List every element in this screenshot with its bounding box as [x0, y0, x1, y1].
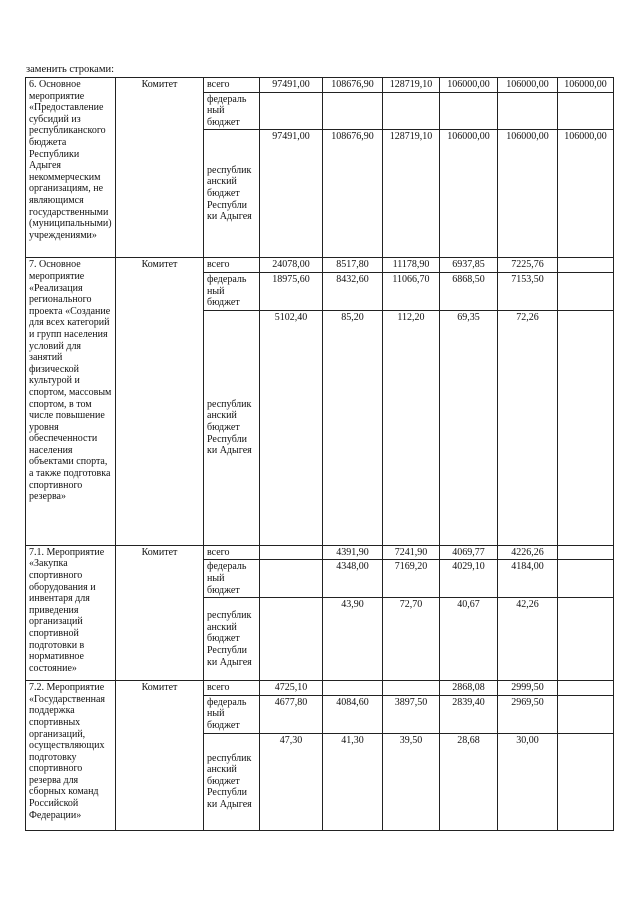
- amount-cell: 6868,50: [440, 272, 498, 310]
- amount-cell: [260, 92, 323, 130]
- amount-cell: 4069,77: [440, 545, 498, 560]
- amount-cell: 97491,00: [260, 130, 323, 258]
- amount-cell: 72,70: [383, 598, 440, 681]
- amount-cell: [558, 681, 614, 696]
- amount-cell: 2839,40: [440, 695, 498, 733]
- amount-cell: 85,20: [323, 310, 383, 545]
- amount-cell: 106000,00: [440, 78, 498, 93]
- amount-cell: 2999,50: [498, 681, 558, 696]
- amount-cell: 8432,60: [323, 272, 383, 310]
- amount-cell: 40,67: [440, 598, 498, 681]
- amount-cell: 7169,20: [383, 560, 440, 598]
- amount-cell: 4348,00: [323, 560, 383, 598]
- amount-cell: 6937,85: [440, 258, 498, 273]
- amount-cell: [260, 560, 323, 598]
- amount-cell: 112,20: [383, 310, 440, 545]
- amount-cell: 3897,50: [383, 695, 440, 733]
- amount-cell: [323, 92, 383, 130]
- amount-cell: 47,30: [260, 733, 323, 830]
- amount-cell: [558, 695, 614, 733]
- amount-cell: 4226,26: [498, 545, 558, 560]
- amount-cell: 108676,90: [323, 130, 383, 258]
- funding-source-cell: республик анский бюджет Республи ки Адыгея: [204, 598, 260, 681]
- amount-cell: 2868,08: [440, 681, 498, 696]
- amount-cell: 43,90: [323, 598, 383, 681]
- funding-source-cell: всего: [204, 78, 260, 93]
- amount-cell: [558, 545, 614, 560]
- table-row: [26, 681, 614, 696]
- funding-source-cell: всего: [204, 681, 260, 696]
- amount-cell: [558, 310, 614, 545]
- table-row: [26, 545, 614, 560]
- amount-cell: [558, 272, 614, 310]
- amount-cell: 4084,60: [323, 695, 383, 733]
- amount-cell: [558, 258, 614, 273]
- funding-source-cell: федераль ный бюджет: [204, 92, 260, 130]
- amount-cell: 108676,90: [323, 78, 383, 93]
- amount-cell: [323, 681, 383, 696]
- amount-cell: 72,26: [498, 310, 558, 545]
- amount-cell: 11178,90: [383, 258, 440, 273]
- amount-cell: 41,30: [323, 733, 383, 830]
- amount-cell: 39,50: [383, 733, 440, 830]
- event-name-cell: 6. Основное мероприятие «Предоставление субсидий из республиканского бюджета Республики Адыгея некоммерческим организациям, не являющимся государственными (муниципальными) учреждениями»: [26, 78, 116, 258]
- amount-cell: [383, 92, 440, 130]
- amount-cell: [558, 560, 614, 598]
- event-name-cell: 7.2. Мероприятие «Государственная поддержка спортивных организаций, осуществляющих подготовку спортивного резерва для сборных команд Российской Федерации»: [26, 681, 116, 830]
- amount-cell: 24078,00: [260, 258, 323, 273]
- amount-cell: 128719,10: [383, 130, 440, 258]
- executor-cell: Комитет: [116, 78, 204, 258]
- executor-cell: Комитет: [116, 681, 204, 830]
- amount-cell: 69,35: [440, 310, 498, 545]
- amount-cell: 106000,00: [498, 130, 558, 258]
- amount-cell: [260, 598, 323, 681]
- funding-source-cell: федераль ный бюджет: [204, 560, 260, 598]
- amount-cell: 7225,76: [498, 258, 558, 273]
- amount-cell: 7153,50: [498, 272, 558, 310]
- amount-cell: 18975,60: [260, 272, 323, 310]
- amount-cell: [558, 598, 614, 681]
- amount-cell: 4725,10: [260, 681, 323, 696]
- funding-source-cell: федераль ный бюджет: [204, 695, 260, 733]
- amount-cell: 106000,00: [558, 130, 614, 258]
- executor-cell: Комитет: [116, 545, 204, 680]
- funding-source-cell: федераль ный бюджет: [204, 272, 260, 310]
- intro-text: заменить строками:: [26, 64, 115, 75]
- table-body: [26, 78, 614, 831]
- amount-cell: [260, 545, 323, 560]
- funding-source-cell: республик анский бюджет Республи ки Адыгея: [204, 310, 260, 545]
- funding-source-cell: всего: [204, 258, 260, 273]
- amount-cell: 7241,90: [383, 545, 440, 560]
- amount-cell: 4391,90: [323, 545, 383, 560]
- amount-cell: [383, 681, 440, 696]
- table-row: [26, 78, 614, 93]
- table-row: [26, 258, 614, 273]
- event-name-cell: 7.1. Мероприятие «Закупка спортивного оборудования и инвентаря для приведения организаций спортивной подготовки в нормативное состояние»: [26, 545, 116, 680]
- amount-cell: 11066,70: [383, 272, 440, 310]
- amount-cell: 128719,10: [383, 78, 440, 93]
- amount-cell: [440, 92, 498, 130]
- amount-cell: 42,26: [498, 598, 558, 681]
- funding-source-cell: республик анский бюджет Республи ки Адыгея: [204, 130, 260, 258]
- amount-cell: 4029,10: [440, 560, 498, 598]
- amount-cell: [498, 92, 558, 130]
- amount-cell: 97491,00: [260, 78, 323, 93]
- amount-cell: 8517,80: [323, 258, 383, 273]
- amount-cell: [558, 92, 614, 130]
- amount-cell: 106000,00: [558, 78, 614, 93]
- amount-cell: [558, 733, 614, 830]
- event-name-cell: 7. Основное мероприятие «Реализация регионального проекта «Создание для всех категорий и групп населения условий для занятий физической культурой и спортом, массовым спортом, в том числе повышение уровня обеспеченности населения объектами спорта, а также подготовка спортивного резерва»: [26, 258, 116, 545]
- budget-table: [25, 77, 614, 831]
- executor-cell: Комитет: [116, 258, 204, 545]
- amount-cell: 4184,00: [498, 560, 558, 598]
- amount-cell: 5102,40: [260, 310, 323, 545]
- amount-cell: 106000,00: [440, 130, 498, 258]
- funding-source-cell: республик анский бюджет Республи ки Адыгея: [204, 733, 260, 830]
- funding-source-cell: всего: [204, 545, 260, 560]
- amount-cell: 106000,00: [498, 78, 558, 93]
- amount-cell: 28,68: [440, 733, 498, 830]
- amount-cell: 30,00: [498, 733, 558, 830]
- amount-cell: 2969,50: [498, 695, 558, 733]
- amount-cell: 4677,80: [260, 695, 323, 733]
